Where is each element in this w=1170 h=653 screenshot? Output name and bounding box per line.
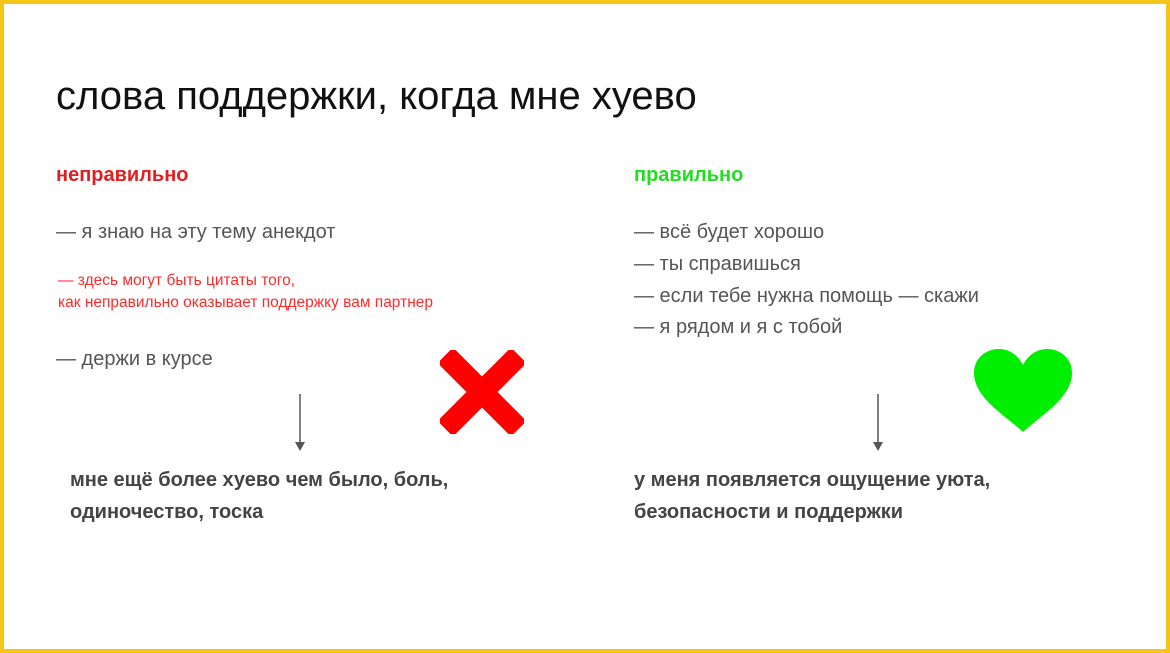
- right-item-2: — ты справишься: [634, 253, 801, 275]
- wrong-arrow-down-icon: [294, 394, 306, 452]
- slide-title: слова поддержки, когда мне хуево: [56, 74, 697, 118]
- right-arrow-down-icon: [872, 394, 884, 452]
- right-heading: правильно: [634, 164, 744, 186]
- wrong-item-1: — я знаю на эту тему анекдот: [56, 221, 336, 243]
- heart-icon: [972, 348, 1074, 434]
- right-result: [634, 464, 990, 528]
- cross-icon: [440, 350, 524, 434]
- right-item-1: — всё будет хорошо: [634, 221, 825, 243]
- wrong-heading: неправильно: [56, 164, 189, 186]
- wrong-result: [70, 464, 448, 528]
- wrong-note-line-1: — здесь могут быть цитаты того,: [58, 272, 296, 289]
- wrong-item-2: — держи в курсе: [56, 348, 213, 370]
- wrong-result-line-2: одиночество, тоска: [70, 501, 264, 523]
- wrong-note: [58, 270, 433, 314]
- right-result-line-1: у меня появляется ощущение уюта,: [634, 469, 991, 491]
- right-item-3: — если тебе нужна помощь — скажи: [634, 285, 979, 307]
- wrong-result-line-1: мне ещё более хуево чем было, боль,: [70, 469, 449, 491]
- wrong-note-line-2: как неправильно оказывает поддержку вам партнер: [58, 294, 433, 311]
- right-result-line-2: безопасности и поддержки: [634, 501, 904, 523]
- right-item-4: — я рядом и я с тобой: [634, 316, 843, 338]
